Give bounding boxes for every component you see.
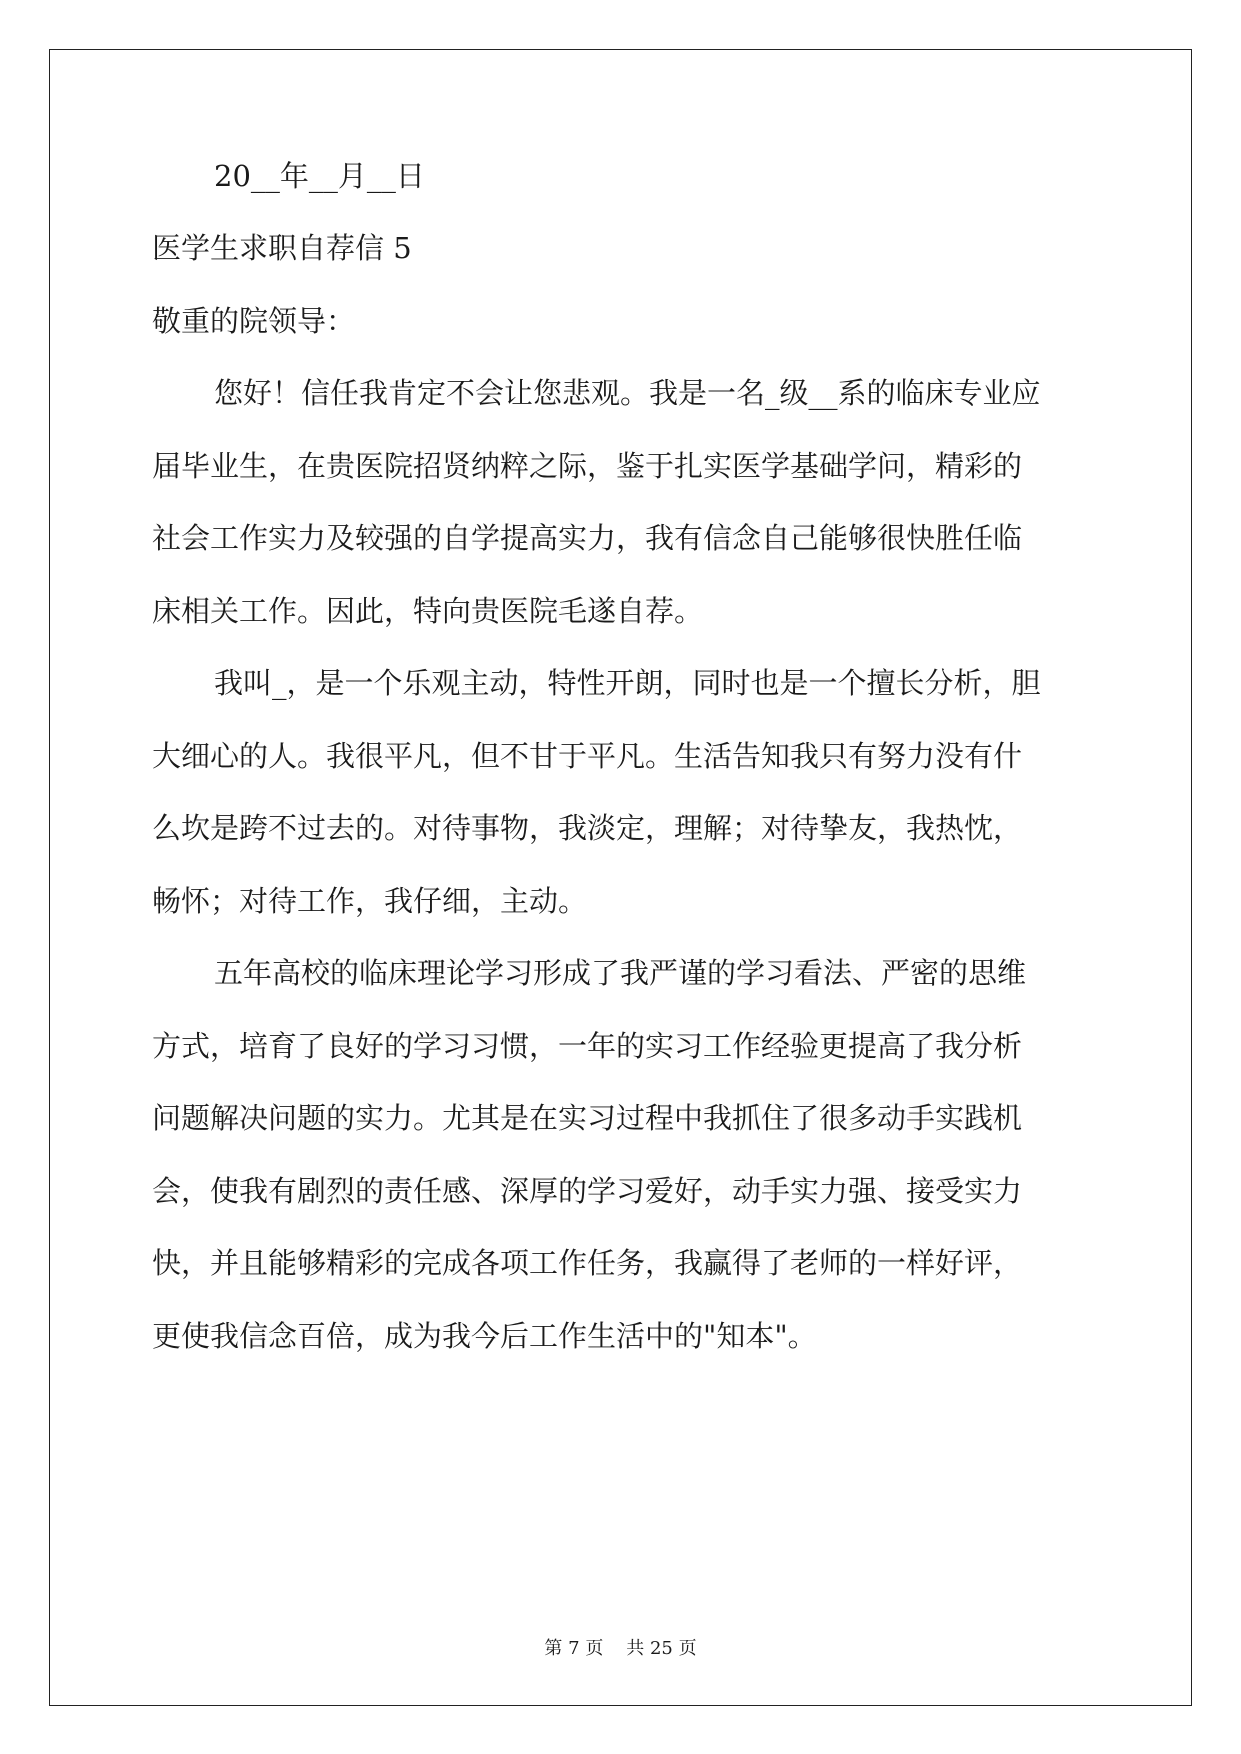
paragraph-1-line: 社会工作实力及较强的自学提高实力，我有信念自己能够很快胜任临 — [152, 521, 1023, 555]
paragraph-3-line: 更使我信念百倍，成为我今后工作生活中的"知本"。 — [152, 1319, 817, 1353]
page-total: 共 25 页 — [626, 1638, 697, 1659]
page-footer — [0, 1634, 1241, 1660]
paragraph-2-line: 大细心的人。我很平凡，但不甘于平凡。生活告知我只有努力没有什 — [152, 739, 1023, 773]
date-line: 20__年__月__日 — [214, 159, 425, 193]
paragraph-3-line: 快，并且能够精彩的完成各项工作任务，我赢得了老师的一样好评， — [152, 1246, 1023, 1280]
paragraph-2-line: 畅怀；对待工作，我仔细，主动。 — [152, 884, 588, 918]
page-border — [49, 49, 1192, 1706]
paragraph-1-line: 您好！信任我肯定不会让您悲观。我是一名_级__系的临床专业应 — [214, 376, 1041, 410]
letter-title: 医学生求职自荐信 5 — [152, 231, 412, 265]
paragraph-3-line: 问题解决问题的实力。尤其是在实习过程中我抓住了很多动手实践机 — [152, 1101, 1023, 1135]
page-number: 第 7 页 — [544, 1638, 604, 1659]
paragraph-1-line: 届毕业生，在贵医院招贤纳粹之际，鉴于扎实医学基础学问，精彩的 — [152, 449, 1023, 483]
paragraph-3-line: 会，使我有剧烈的责任感、深厚的学习爱好，动手实力强、接受实力 — [152, 1174, 1023, 1208]
paragraph-2-line: 么坎是跨不过去的。对待事物，我淡定，理解；对待挚友，我热忱， — [152, 811, 1023, 845]
paragraph-3-line: 五年高校的临床理论学习形成了我严谨的学习看法、严密的思维 — [214, 956, 1027, 990]
paragraph-1-line: 床相关工作。因此，特向贵医院毛遂自荐。 — [152, 594, 704, 628]
paragraph-2-line: 我叫_，是一个乐观主动，特性开朗，同时也是一个擅长分析，胆 — [214, 666, 1041, 700]
salutation: 敬重的院领导： — [152, 304, 356, 338]
paragraph-3-line: 方式，培育了良好的学习习惯，一年的实习工作经验更提高了我分析 — [152, 1029, 1023, 1063]
